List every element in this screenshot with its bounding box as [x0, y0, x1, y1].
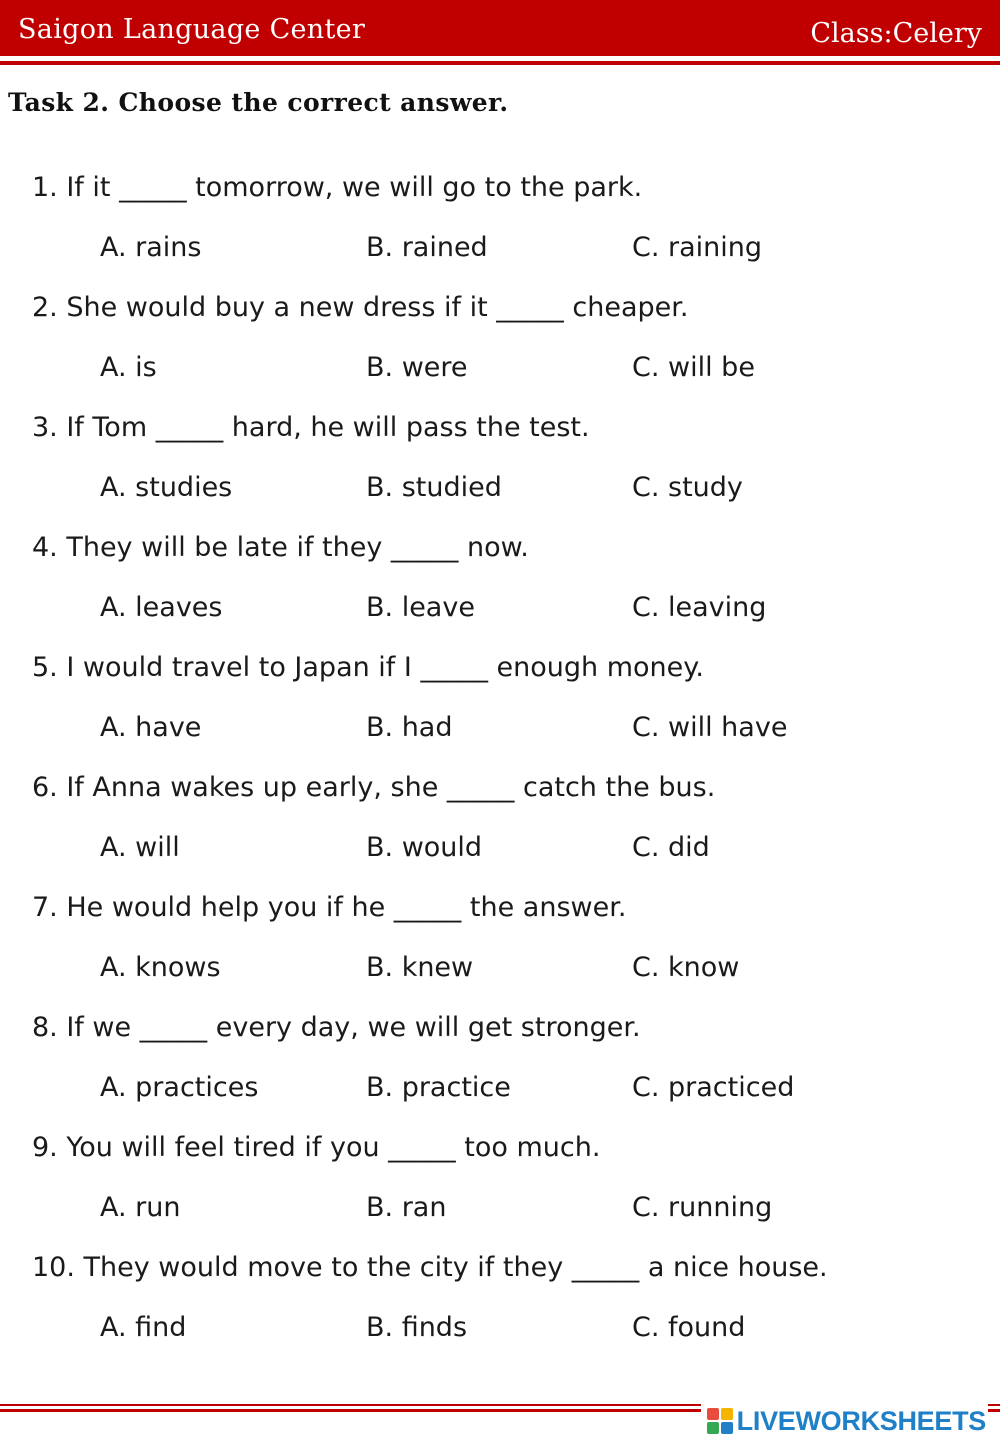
question-item — [32, 528, 992, 648]
option-c[interactable]: C. study — [632, 472, 743, 503]
option-b[interactable]: B. practice — [366, 1072, 511, 1103]
question-stem: 5. I would travel to Japan if I _____ enough money. — [32, 652, 704, 683]
question-item — [32, 768, 992, 888]
option-a[interactable]: A. have — [100, 712, 202, 743]
question-stem: 10. They would move to the city if they _____ a nice house. — [32, 1252, 828, 1283]
question-stem: 8. If we _____ every day, we will get stronger. — [32, 1012, 641, 1043]
option-c[interactable]: C. raining — [632, 232, 763, 263]
option-b[interactable]: B. finds — [366, 1312, 468, 1343]
question-item — [32, 408, 992, 528]
question-item — [32, 1008, 992, 1128]
option-c[interactable]: C. will be — [632, 352, 755, 383]
option-b[interactable]: B. leave — [366, 592, 475, 623]
option-b[interactable]: B. studied — [366, 472, 502, 503]
option-a[interactable]: A. will — [100, 832, 180, 863]
question-list — [32, 168, 992, 1368]
question-stem: 6. If Anna wakes up early, she _____ catch the bus. — [32, 772, 716, 803]
task-title: Task 2. Choose the correct answer. — [8, 88, 509, 117]
option-a[interactable]: A. run — [100, 1192, 181, 1223]
question-item — [32, 888, 992, 1008]
brand-text: LIVEWORKSHEETS — [736, 1405, 986, 1436]
option-a[interactable]: A. knows — [100, 952, 221, 983]
option-b[interactable]: B. ran — [366, 1192, 447, 1223]
option-c[interactable]: C. practiced — [632, 1072, 795, 1103]
question-item — [32, 648, 992, 768]
option-b[interactable]: B. would — [366, 832, 483, 863]
option-a[interactable]: A. practices — [100, 1072, 259, 1103]
liveworksheets-logo-icon — [707, 1408, 733, 1434]
option-c[interactable]: C. will have — [632, 712, 788, 743]
option-c[interactable]: C. did — [632, 832, 710, 863]
header-bar — [0, 0, 1000, 56]
question-stem: 3. If Tom _____ hard, he will pass the test. — [32, 412, 590, 443]
option-b[interactable]: B. rained — [366, 232, 488, 263]
question-item — [32, 288, 992, 408]
question-stem: 2. She would buy a new dress if it _____ cheaper. — [32, 292, 689, 323]
question-stem: 9. You will feel tired if you _____ too much. — [32, 1132, 601, 1163]
option-b[interactable]: B. knew — [366, 952, 474, 983]
question-item — [32, 168, 992, 288]
liveworksheets-brand[interactable] — [701, 1404, 988, 1438]
option-a[interactable]: A. leaves — [100, 592, 223, 623]
option-c[interactable]: C. know — [632, 952, 740, 983]
question-stem: 4. They will be late if they _____ now. — [32, 532, 529, 563]
option-a[interactable]: A. is — [100, 352, 157, 383]
option-c[interactable]: C. running — [632, 1192, 773, 1223]
question-stem: 1. If it _____ tomorrow, we will go to the park. — [32, 172, 643, 203]
school-name: Saigon Language Center — [18, 14, 366, 45]
option-b[interactable]: B. had — [366, 712, 453, 743]
option-c[interactable]: C. leaving — [632, 592, 767, 623]
option-a[interactable]: A. studies — [100, 472, 233, 503]
option-a[interactable]: A. find — [100, 1312, 187, 1343]
question-item — [32, 1128, 992, 1248]
option-b[interactable]: B. were — [366, 352, 468, 383]
class-label: Class:Celery — [810, 18, 982, 49]
question-stem: 7. He would help you if he _____ the answer. — [32, 892, 627, 923]
option-c[interactable]: C. found — [632, 1312, 746, 1343]
header-divider — [0, 61, 1000, 65]
question-item — [32, 1248, 992, 1368]
option-a[interactable]: A. rains — [100, 232, 202, 263]
